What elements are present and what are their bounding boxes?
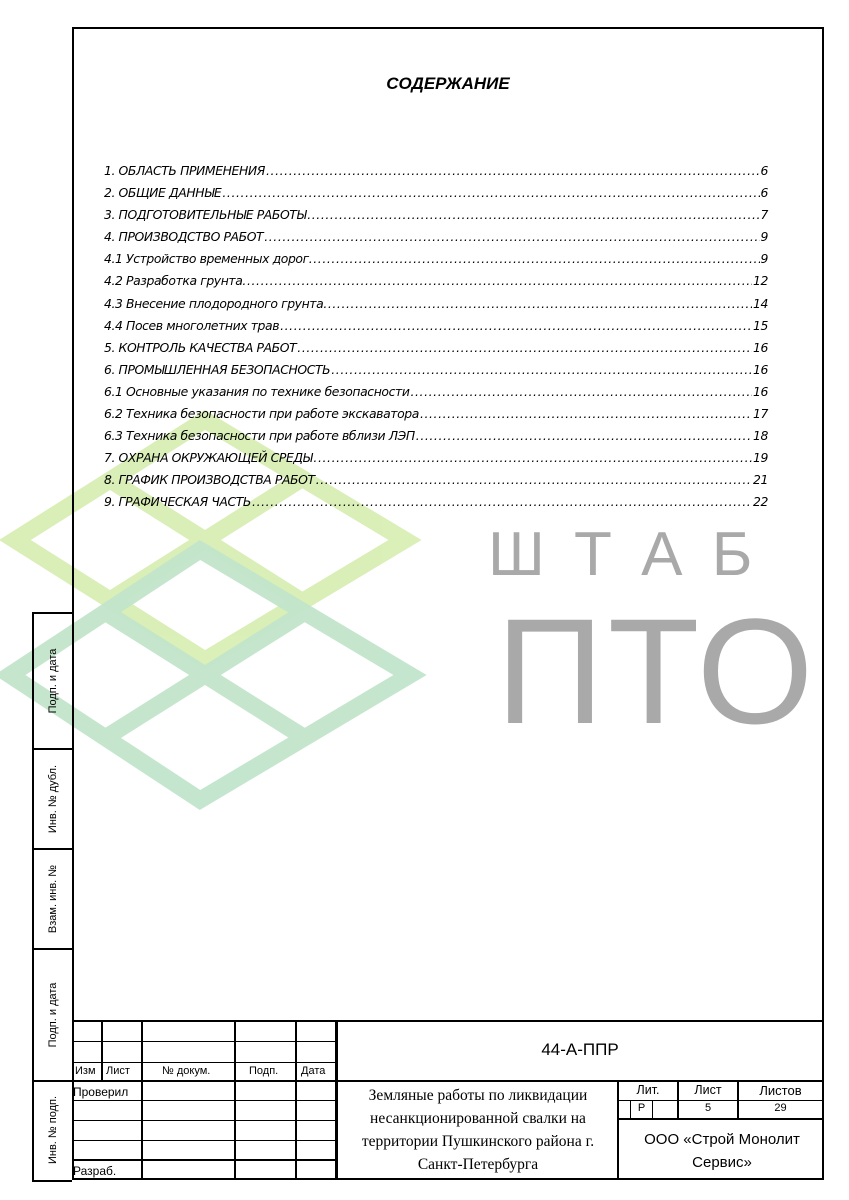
checked-label: Проверил (73, 1085, 129, 1099)
toc-leader-dots (307, 207, 759, 222)
toc-entry[interactable] (104, 185, 768, 207)
side-stamp-cell (34, 950, 72, 1082)
toc-leader-dots (252, 494, 752, 509)
toc-entry[interactable] (104, 296, 768, 318)
toc-entry-page: 16 (753, 339, 768, 355)
toc-entry[interactable] (104, 472, 768, 494)
toc-entry-label: 3. ПОДГОТОВИТЕЛЬНЫЕ РАБОТЫ (104, 207, 307, 223)
header-izm: Изм (75, 1065, 96, 1077)
toc-leader-dots (313, 251, 759, 266)
sheets-label: Листов (759, 1083, 802, 1098)
toc-leader-dots (313, 450, 752, 465)
toc-leader-dots (297, 340, 752, 355)
toc-entry[interactable] (104, 251, 768, 273)
header-sign: Подп. (249, 1065, 279, 1077)
document-code: 44-А-ППР (541, 1040, 619, 1059)
toc-entry-label: 6.1 Основные указания по технике безопасности (104, 383, 410, 399)
toc-entry[interactable] (104, 318, 768, 340)
header-doc: № докум. (162, 1065, 211, 1077)
toc-entry-label: 4.1 Устройство временных дорог. (104, 251, 313, 267)
toc-leader-dots (280, 318, 752, 333)
side-stamp-cell (34, 750, 72, 850)
toc-entry-label: 4.2 Разработка грунта. (104, 273, 246, 289)
toc-entry-label: 2. ОБЩИЕ ДАННЫЕ (104, 185, 222, 201)
watermark-text-shtab: Ш Т А Б (488, 520, 759, 589)
toc-entry-label: 7. ОХРАНА ОКРУЖАЮЩЕЙ СРЕДЫ (104, 450, 313, 466)
toc-entry-page: 18 (753, 428, 768, 444)
toc-entry-label: 6.2 Техника безопасности при работе экскаватора (104, 406, 419, 422)
toc-entry[interactable] (104, 494, 768, 516)
toc-entry[interactable] (104, 163, 768, 185)
toc-entry[interactable] (104, 207, 768, 229)
toc-entry-label: 4. ПРОИЗВОДСТВО РАБОТ (104, 229, 264, 245)
toc-entry-label: 4.3 Внесение плодородного грунта. (104, 295, 327, 311)
toc-leader-dots (247, 273, 752, 288)
toc-leader-dots (416, 428, 752, 443)
toc-entry-page: 22 (753, 494, 768, 510)
toc-entry-page: 16 (753, 383, 768, 399)
side-stamp-cell (34, 850, 72, 950)
company-name: ООО «Строй Монолит Сервис» (644, 1131, 800, 1171)
lit-value: Р (637, 1102, 646, 1114)
toc-entry-label: 4.4 Посев многолетних трав (104, 317, 280, 333)
toc-entry-label: 6.3 Техника безопасности при работе вблизи ЛЭП (104, 428, 415, 444)
toc-entry[interactable] (104, 229, 768, 251)
sheets-value: 29 (774, 1102, 787, 1114)
header-list: Лист (106, 1065, 130, 1077)
toc-entry-label: 8. ГРАФИК ПРОИЗВОДСТВА РАБОТ (104, 472, 315, 488)
toc-entry-page: 9 (760, 251, 768, 267)
toc-leader-dots (328, 296, 752, 311)
toc-entry[interactable] (104, 406, 768, 428)
toc-entry[interactable] (104, 450, 768, 472)
side-stamp-label: Инв. № дубл. (47, 764, 59, 834)
toc-entry[interactable] (104, 362, 768, 384)
sheet-value: 5 (704, 1102, 712, 1114)
title-block (72, 1020, 822, 1180)
toc-entry-page: 6 (760, 163, 768, 178)
toc-entry-page: 19 (753, 450, 768, 466)
toc-leader-dots (410, 384, 752, 399)
toc-entry[interactable] (104, 384, 768, 406)
side-stamp-cell (34, 614, 72, 750)
toc-entry[interactable] (104, 340, 768, 362)
toc-entry[interactable] (104, 428, 768, 450)
table-of-contents (104, 163, 768, 517)
toc-entry-label: 6. ПРОМЫШЛЕННАЯ БЕЗОПАСНОСТЬ (104, 361, 331, 377)
watermark-text-pto: ПТО (496, 587, 818, 755)
project-description: Земляные работы по ликвидации несанкционированной свалки на территории Пушкинского района г. Санкт-Петербурга (361, 1087, 595, 1173)
lit-label: Лит. (636, 1083, 660, 1097)
side-stamp-label: Инв. № подп. (47, 1095, 59, 1165)
side-stamp-label: Подп. и дата (47, 982, 59, 1048)
toc-entry[interactable] (104, 273, 768, 295)
toc-entry-page: 15 (753, 317, 768, 333)
developed-label: Разраб. (73, 1164, 117, 1178)
side-stamp-label: Взам. инв. № (47, 864, 59, 934)
toc-leader-dots (316, 472, 752, 487)
toc-leader-dots (266, 163, 760, 178)
toc-entry-page: 21 (753, 472, 768, 488)
toc-leader-dots (331, 362, 752, 377)
toc-entry-label: 1. ОБЛАСТЬ ПРИМЕНЕНИЯ (104, 163, 265, 178)
toc-entry-page: 9 (760, 229, 768, 245)
toc-entry-page: 16 (753, 361, 768, 377)
toc-leader-dots (264, 229, 759, 244)
sheet-label: Лист (694, 1083, 722, 1097)
toc-leader-dots (222, 185, 759, 200)
side-stamp-cell (34, 1082, 72, 1178)
toc-entry-page: 14 (753, 295, 768, 311)
toc-leader-dots (420, 406, 752, 421)
side-stamp (32, 612, 72, 1182)
toc-entry-page: 12 (753, 273, 768, 289)
side-stamp-label: Подп. и дата (47, 648, 59, 714)
header-date: Дата (301, 1065, 326, 1077)
toc-entry-label: 9. ГРАФИЧЕСКАЯ ЧАСТЬ (104, 494, 252, 510)
toc-entry-page: 7 (760, 207, 768, 223)
page-title: СОДЕРЖАНИЕ (386, 74, 510, 93)
toc-entry-label: 5. КОНТРОЛЬ КАЧЕСТВА РАБОТ (104, 339, 297, 355)
toc-entry-page: 6 (760, 185, 768, 201)
toc-entry-page: 17 (753, 406, 768, 422)
